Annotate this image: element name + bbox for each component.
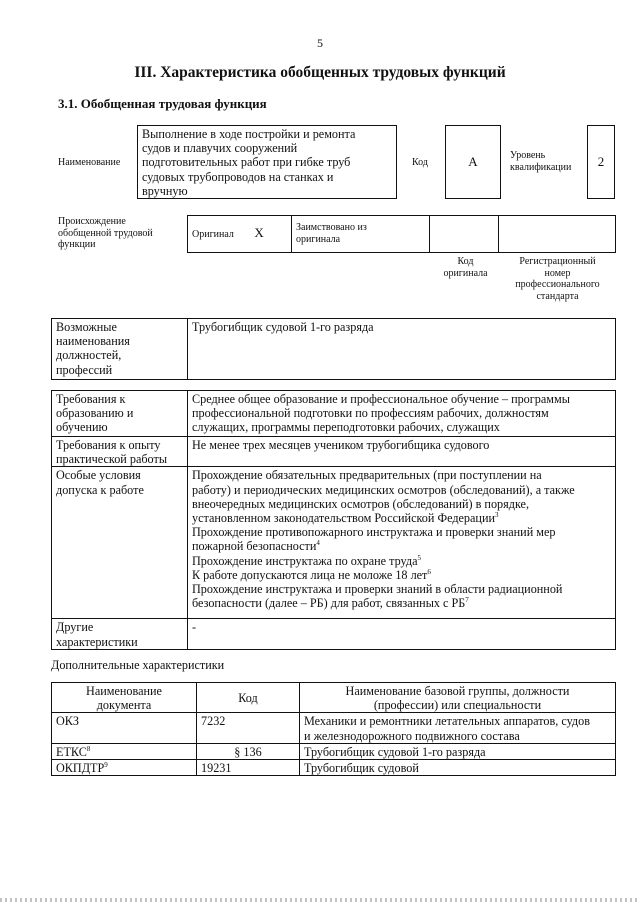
name-line: Механики и ремонтники летательных аппаратов, судов [304, 714, 590, 729]
origin-code-caption [431, 256, 500, 279]
name-cell: Трубогибщик судовой [300, 760, 616, 776]
borrowed-line: оригинала [296, 234, 341, 245]
other-value: - [188, 619, 616, 649]
origin-label [58, 216, 153, 251]
level-label [510, 150, 571, 173]
col-name-header-line: (профессии) или специальности [373, 698, 542, 713]
function-name-line: судовых трубопроводов на станках и [142, 169, 334, 184]
origin-reg-caption-line: Регистрационный [519, 256, 596, 267]
col-name-header [300, 683, 616, 713]
positions-label-line: наименования [56, 334, 130, 349]
condition-line: Прохождение инструктажа и проверки знаний в области радиационной [192, 582, 563, 597]
footnote-ref: 8 [86, 744, 91, 753]
origin-label-line: функции [58, 239, 96, 250]
positions-label-line: должностей, [56, 348, 122, 363]
function-name-line: судов и плавучих сооружений [142, 141, 298, 156]
col-doc-header [52, 683, 197, 713]
code-value: A [468, 154, 478, 169]
condition-line: безопасности (далее – РБ) для работ, связанных с $РБ^7$ [192, 596, 469, 611]
col-doc-header-line: документа [96, 698, 152, 713]
page-number: 5 [317, 36, 323, 50]
origin-reg-caption-line: стандарта [536, 290, 579, 302]
table-row [52, 713, 616, 743]
table-row [52, 760, 616, 776]
requirements-table [51, 390, 616, 650]
additional-table [51, 682, 616, 776]
borrowed-line: Заимствовано из [296, 222, 367, 233]
conditions-label-line: Особые условия [56, 468, 141, 483]
origin-reg-caption-line: профессионального [515, 279, 600, 290]
education-label-line: Требования к [56, 392, 126, 406]
condition-line: Прохождение обязательных предварительных (при поступлении на [192, 468, 542, 483]
education-label-line: образованию и [56, 406, 134, 421]
function-name-line: Выполнение в ходе постройки и ремонта [142, 127, 356, 141]
education-value [188, 391, 616, 437]
doc-cell: ОКПДТР$^9$ [52, 760, 197, 776]
origin-reg-caption [500, 256, 615, 302]
footnote-ref: 3 [495, 510, 499, 519]
experience-value: Не менее трех месяцев учеником трубогибщика судового [188, 437, 616, 467]
section-title: III. Характеристика обобщенных трудовых функций [134, 64, 506, 81]
borrowed-cell [292, 216, 430, 253]
origin-label-line: Происхождение [58, 216, 126, 227]
other-label-line: Другие [56, 620, 94, 635]
positions-label-line: профессий [56, 362, 113, 377]
experience-label-line: практической работы [56, 452, 168, 467]
condition-line: К работе допускаются лица не моложе 18 лет$^6$ [192, 567, 431, 582]
condition-line: внеочередных медицинских осмотров (обследований) в порядке, [192, 496, 530, 511]
original-mark: X [254, 225, 264, 241]
other-label-line: характеристики [56, 634, 138, 649]
footnote-ref: 9 [104, 760, 108, 769]
original-cell [188, 216, 292, 253]
condition-line: Прохождение инструктажа по охране труда$^5$ [192, 553, 421, 568]
experience-label-line: Требования к опыту [56, 438, 161, 452]
level-label-line: Уровень [510, 150, 546, 161]
code-cell: 19231 [197, 760, 300, 776]
name-cell: Трубогибщик судовой 1-го разряда [300, 743, 616, 759]
other-label [52, 619, 188, 649]
name-label: Наименование [58, 157, 121, 168]
code-cell: § 136 [197, 743, 300, 759]
code-cell: 7232 [197, 713, 300, 743]
origin-code-caption-line: Код [457, 256, 474, 267]
origin-reg-cell [499, 216, 616, 253]
col-name-header-line: Наименование базовой группы, должности [345, 684, 570, 698]
origin-code-cell [430, 216, 499, 253]
level-value-box [587, 125, 615, 199]
code-label: Код [412, 157, 428, 168]
condition-line: работу) и периодических медицинских осмотров (обследований), а также [192, 482, 575, 497]
additional-title: Дополнительные характеристики [51, 658, 225, 672]
footnote-ref: 4 [316, 539, 320, 548]
doc-cell: ОКЗ [52, 713, 197, 743]
conditions-label-line: допуска к работе [56, 482, 144, 497]
footnote-ref: 5 [417, 553, 421, 562]
positions-label-line: Возможные [56, 320, 117, 334]
origin-label-line: обобщенной трудовой [58, 227, 153, 239]
origin-code-caption-line: оригинала [443, 267, 488, 279]
education-line: служащих, программы переподготовки рабочих, служащих [192, 420, 500, 435]
condition-line: Прохождение противопожарного инструктажа и проверки знаний мер [192, 525, 556, 540]
origin-table [187, 215, 616, 253]
footnote-ref: 6 [427, 567, 431, 576]
positions-table [51, 318, 616, 380]
original-label: Оригинал [192, 229, 234, 241]
function-name-box [137, 125, 397, 199]
name-line: и железнодорожного подвижного состава [304, 728, 520, 743]
table-row [52, 743, 616, 759]
positions-label [52, 319, 188, 380]
condition-line: пожарной безопасности$^4$ [192, 539, 320, 554]
condition-line: установленном законодательством Российской Федерации$^3$ [192, 510, 499, 526]
education-line: Среднее общее образование и профессиональное обучение – программы [192, 392, 570, 406]
function-name-line: подготовительных работ при гибке труб [142, 155, 351, 170]
doc-cell: ЕТКС$^8$ [52, 743, 197, 759]
positions-value: Трубогибщик судовой 1-го разряда [188, 319, 616, 380]
level-value: 2 [597, 154, 605, 169]
experience-label [52, 437, 188, 467]
footnote-ref: 7 [465, 596, 469, 605]
subsection-title: 3.1. Обобщенная трудовая функция [58, 96, 267, 111]
education-label [52, 391, 188, 437]
education-label-line: обучению [56, 420, 108, 435]
col-doc-header-line: Наименование [86, 684, 162, 698]
code-value-box [445, 125, 501, 199]
conditions-value [188, 467, 616, 619]
name-cell [300, 713, 616, 743]
education-line: профессиональной подготовки по профессиям рабочих, должностям [192, 406, 549, 421]
function-name-line: вручную [142, 183, 188, 198]
scan-edge-artifact [0, 898, 640, 902]
conditions-label [52, 467, 188, 619]
col-code-header: Код [197, 683, 300, 713]
level-label-line: квалификации [510, 161, 572, 173]
origin-reg-caption-line: номер [544, 267, 571, 279]
